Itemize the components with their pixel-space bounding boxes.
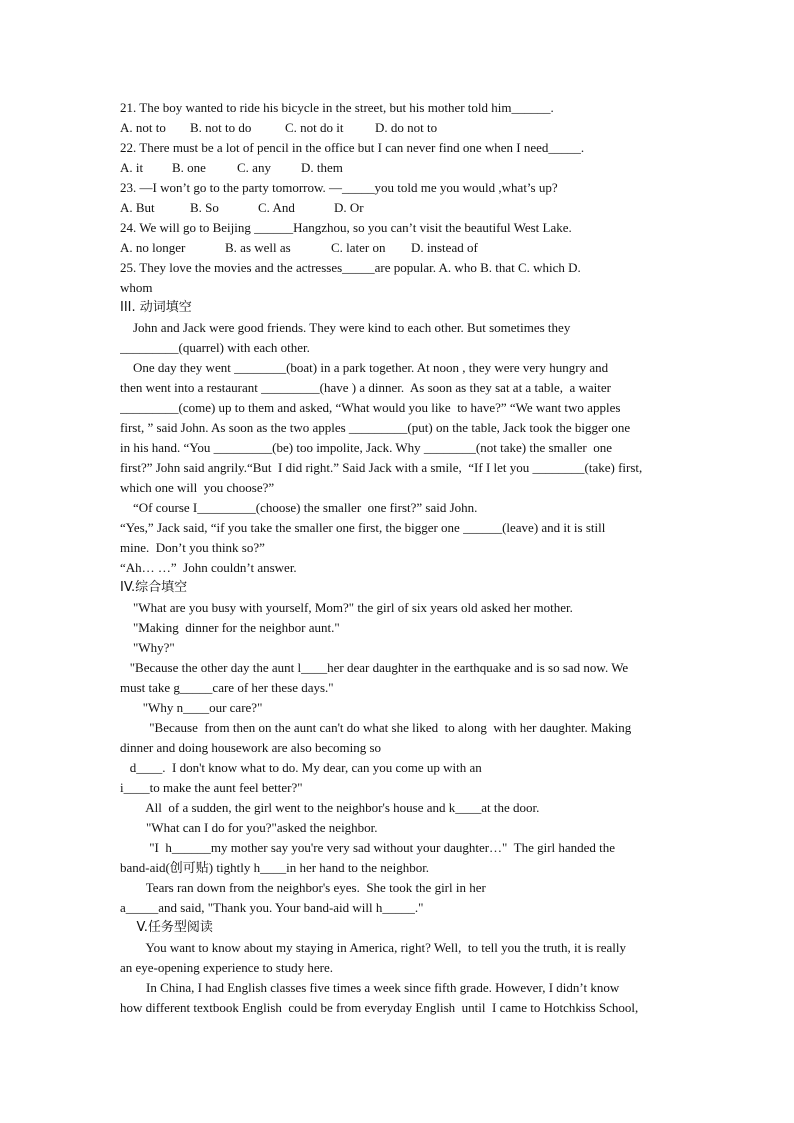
- passage-line: _________(come) up to them and asked, “What would you like to have?” “We want two apples: [120, 400, 621, 415]
- option-d: D. do not to: [375, 120, 438, 135]
- passage-line: an eye-opening experience to study here.: [120, 960, 333, 975]
- passage-line: “Yes,” Jack said, “if you take the smaller one first, the bigger one ______(leave) and it is still: [120, 520, 606, 535]
- option-d: D. them: [301, 160, 343, 175]
- passage-line: One day they went ________(boat) in a park together. At noon , they were very hungry and: [120, 360, 609, 375]
- passage-line: "What are you busy with yourself, Mom?" the girl of six years old asked her mother.: [120, 600, 573, 615]
- passage-line: “Ah… …” John couldn’t answer.: [120, 560, 297, 575]
- passage-line: a_____and said, "Thank you. Your band-aid will h_____.": [120, 900, 424, 915]
- question-22-options: [120, 158, 675, 178]
- passage-line: must take g_____care of her these days.": [120, 680, 334, 695]
- passage-line: in his hand. “You _________(be) too impolite, Jack. Why ________(not take) the smaller one: [120, 440, 613, 455]
- passage-line: first, ” said John. As soon as the two apples _________(put) on the table, Jack took the bigger one: [120, 420, 631, 435]
- passage-line: “Of course I_________(choose) the smaller one first?” said John.: [120, 500, 478, 515]
- option-c: C. And: [258, 200, 295, 215]
- question-23-stem: 23. —I won’t go to the party tomorrow. —_____you told me you would ,what’s up?: [120, 180, 558, 195]
- passage-line: mine. Don’t you think so?”: [120, 540, 265, 555]
- passage-line: "Because from then on the aunt can't do what she liked to along with her daughter. Making: [120, 720, 632, 735]
- passage-line: first?” John said angrily.“But I did right.” Said Jack with a smile, “If I let you ________(take) first,: [120, 460, 643, 475]
- section-4-heading: IV.综合填空: [120, 580, 188, 595]
- passage-line: dinner and doing housework are also becoming so: [120, 740, 382, 755]
- passage-line: _________(quarrel) with each other.: [120, 340, 310, 355]
- verb-fill-passage: [120, 318, 675, 578]
- question-25-line-2: whom: [120, 280, 153, 295]
- passage-line: "Why n____our care?": [120, 700, 263, 715]
- question-21-options: [120, 118, 675, 138]
- option-a: A. no longer: [120, 240, 186, 255]
- option-c: C. later on: [331, 240, 386, 255]
- passage-line: "Because the other day the aunt l____her dear daughter in the earthquake and is so sad now. We: [120, 660, 629, 675]
- option-b: B. as well as: [225, 240, 291, 255]
- passage-line: how different textbook English could be from everyday English until I came to Hotchkiss School,: [120, 1000, 639, 1015]
- option-c: C. any: [237, 160, 271, 175]
- option-c: C. not do it: [285, 120, 344, 135]
- passage-line: "What can I do for you?"asked the neighbor.: [120, 820, 378, 835]
- passage-line: then went into a restaurant _________(have ) a dinner. As soon as they sat at a table, a waiter: [120, 380, 611, 395]
- passage-line: "Why?": [120, 640, 175, 655]
- cloze-passage: [120, 598, 675, 918]
- passage-line: d____. I don't know what to do. My dear, can you come up with an: [120, 760, 482, 775]
- question-24-options: [120, 238, 675, 258]
- option-d: D. Or: [334, 200, 364, 215]
- passage-line: band-aid(创可贴) tightly h____in her hand to the neighbor.: [120, 860, 430, 875]
- passage-line: All of a sudden, the girl went to the neighbor's house and k____at the door.: [120, 800, 540, 815]
- option-b: B. So: [190, 200, 219, 215]
- passage-line: which one will you choose?”: [120, 480, 275, 495]
- option-a: A. But: [120, 200, 155, 215]
- option-b: B. not to do: [190, 120, 252, 135]
- passage-line: "I h______my mother say you're very sad without your daughter…" The girl handed the: [120, 840, 616, 855]
- passage-line: Tears ran down from the neighbor's eyes. She took the girl in her: [120, 880, 486, 895]
- question-23-options: [120, 198, 675, 218]
- passage-line: In China, I had English classes five times a week since fifth grade. However, I didn’t know: [120, 980, 620, 995]
- option-b: B. one: [172, 160, 206, 175]
- question-22-stem: 22. There must be a lot of pencil in the office but I can never find one when I need_____.: [120, 140, 585, 155]
- option-a: A. it: [120, 160, 144, 175]
- passage-line: John and Jack were good friends. They were kind to each other. But sometimes they: [120, 320, 571, 335]
- question-21-stem: 21. The boy wanted to ride his bicycle in the street, but his mother told him______.: [120, 100, 554, 115]
- option-d: D. instead of: [411, 240, 478, 255]
- worksheet-content: [120, 98, 675, 1018]
- task-reading-passage: [120, 938, 675, 1018]
- passage-line: i____to make the aunt feel better?": [120, 780, 303, 795]
- section-5-heading: V.任务型阅读: [120, 920, 213, 935]
- section-3-heading: III. 动词填空: [120, 300, 192, 315]
- passage-line: "Making dinner for the neighbor aunt.": [120, 620, 340, 635]
- passage-line: You want to know about my staying in America, right? Well, to tell you the truth, it is really: [120, 940, 627, 955]
- question-24-stem: 24. We will go to Beijing ______Hangzhou, so you can’t visit the beautiful West Lake.: [120, 220, 572, 235]
- question-25-line-1: 25. They love the movies and the actresses_____are popular. A. who B. that C. which D.: [120, 260, 581, 275]
- option-a: A. not to: [120, 120, 166, 135]
